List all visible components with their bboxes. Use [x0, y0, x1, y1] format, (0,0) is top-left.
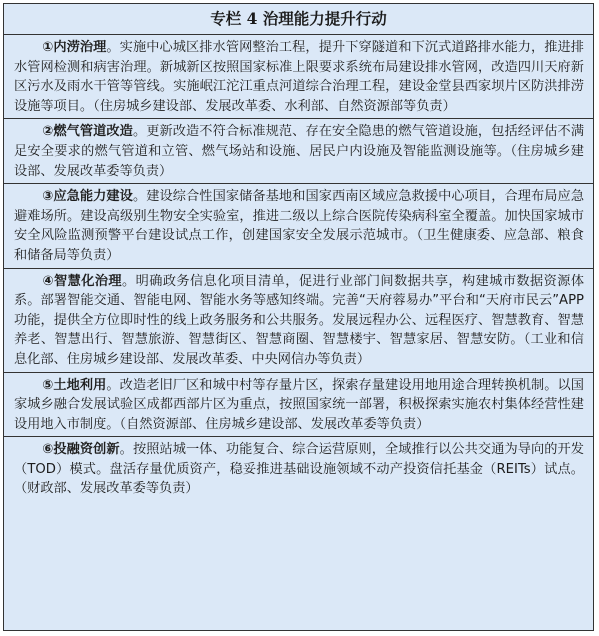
item-emergency [4, 184, 593, 268]
item-body: 。按照站城一体、功能复合、综合运营原则，全域推行以公共交通为导向的开发（TOD）模式。盘活存量优质资产，稳妥推进基础设施领域不动产投资信托基金（REITs）试点。（财政部、发展改革委等负责） [14, 442, 584, 497]
item-heading: ①内涝治理 [42, 40, 107, 55]
item-body: 。改造老旧厂区和城中村等存量片区，探索存量建设用地用途合理转换机制。以国家城乡融合发展试验区成都西部片区为重点，按照国家统一部署，积极探索实施农村集体经营性建设用地入市制度。（自然资源部、住房城乡建设部、发展改革委等负责） [14, 377, 584, 432]
item-heading: ②燃气管道改造 [42, 124, 133, 140]
item-heading: ④智慧化治理 [42, 273, 123, 289]
item-body: 。更新改造不符合标准规范、存在安全隐患的燃气管道设施，包括经评估不满足安全要求的燃气管道和立管、燃气场站和设施、居民户内设施及智能监测设施等。（住房城乡建设部、发展改革委等负责） [14, 124, 585, 179]
column-box [3, 3, 594, 631]
item-land-use [4, 373, 593, 438]
item-financing [4, 437, 593, 501]
column-title: 专栏 4 治理能力提升行动 [4, 4, 593, 35]
item-gas-pipeline [4, 119, 593, 184]
item-heading: ⑥投融资创新 [42, 442, 120, 458]
item-smart-governance [4, 269, 593, 373]
item-body: 。明确政务信息化项目清单，促进行业部门间数据共享，构建城市数据资源体系。部署智能交通、智能电网、智能水务等感知终端。完善“天府蓉易办”平台和“天府市民云”APP 功能，提供全方位即时性的线上政务服务和公共服务。发展远程办公、远程医疗、智慧教育、智慧养老、智慧出行、智慧旅游、智慧街区、智慧商圈、智慧楼宇、智慧家居、智慧安防。（工业和信息化部、住房城乡建设部、发展改革委、中央网信办等负责） [14, 273, 585, 367]
item-heading: ⑤土地利用 [42, 377, 107, 393]
item-heading: ③应急能力建设 [42, 189, 133, 205]
item-waterlogging [4, 35, 593, 119]
item-body: 。建设综合性国家储备基地和国家西南区域应急救援中心项目，合理布局应急避难场所。建设高级别生物安全实验室，推进二级以上综合医院传染病科室全覆盖。加快国家城市安全风险监测预警平台建设试点工作，创建国家安全发展示范城市。（卫生健康委、应急部、粮食和储备局等负责） [14, 189, 585, 263]
item-body: 。实施中心城区排水管网整治工程，提升下穿隧道和下沉式道路排水能力，推进排水管网检测和病害治理。新城新区按照国家标准上限要求系统布局建设排水管网，改造四川天府新区污水及雨水干管等管线。实施岷江沱江重点河道综合治理工程，建设金堂县西家坝片区防洪排涝设施等项目。（住房城乡建设部、发展改革委、水利部、自然资源部等负责） [14, 40, 584, 114]
